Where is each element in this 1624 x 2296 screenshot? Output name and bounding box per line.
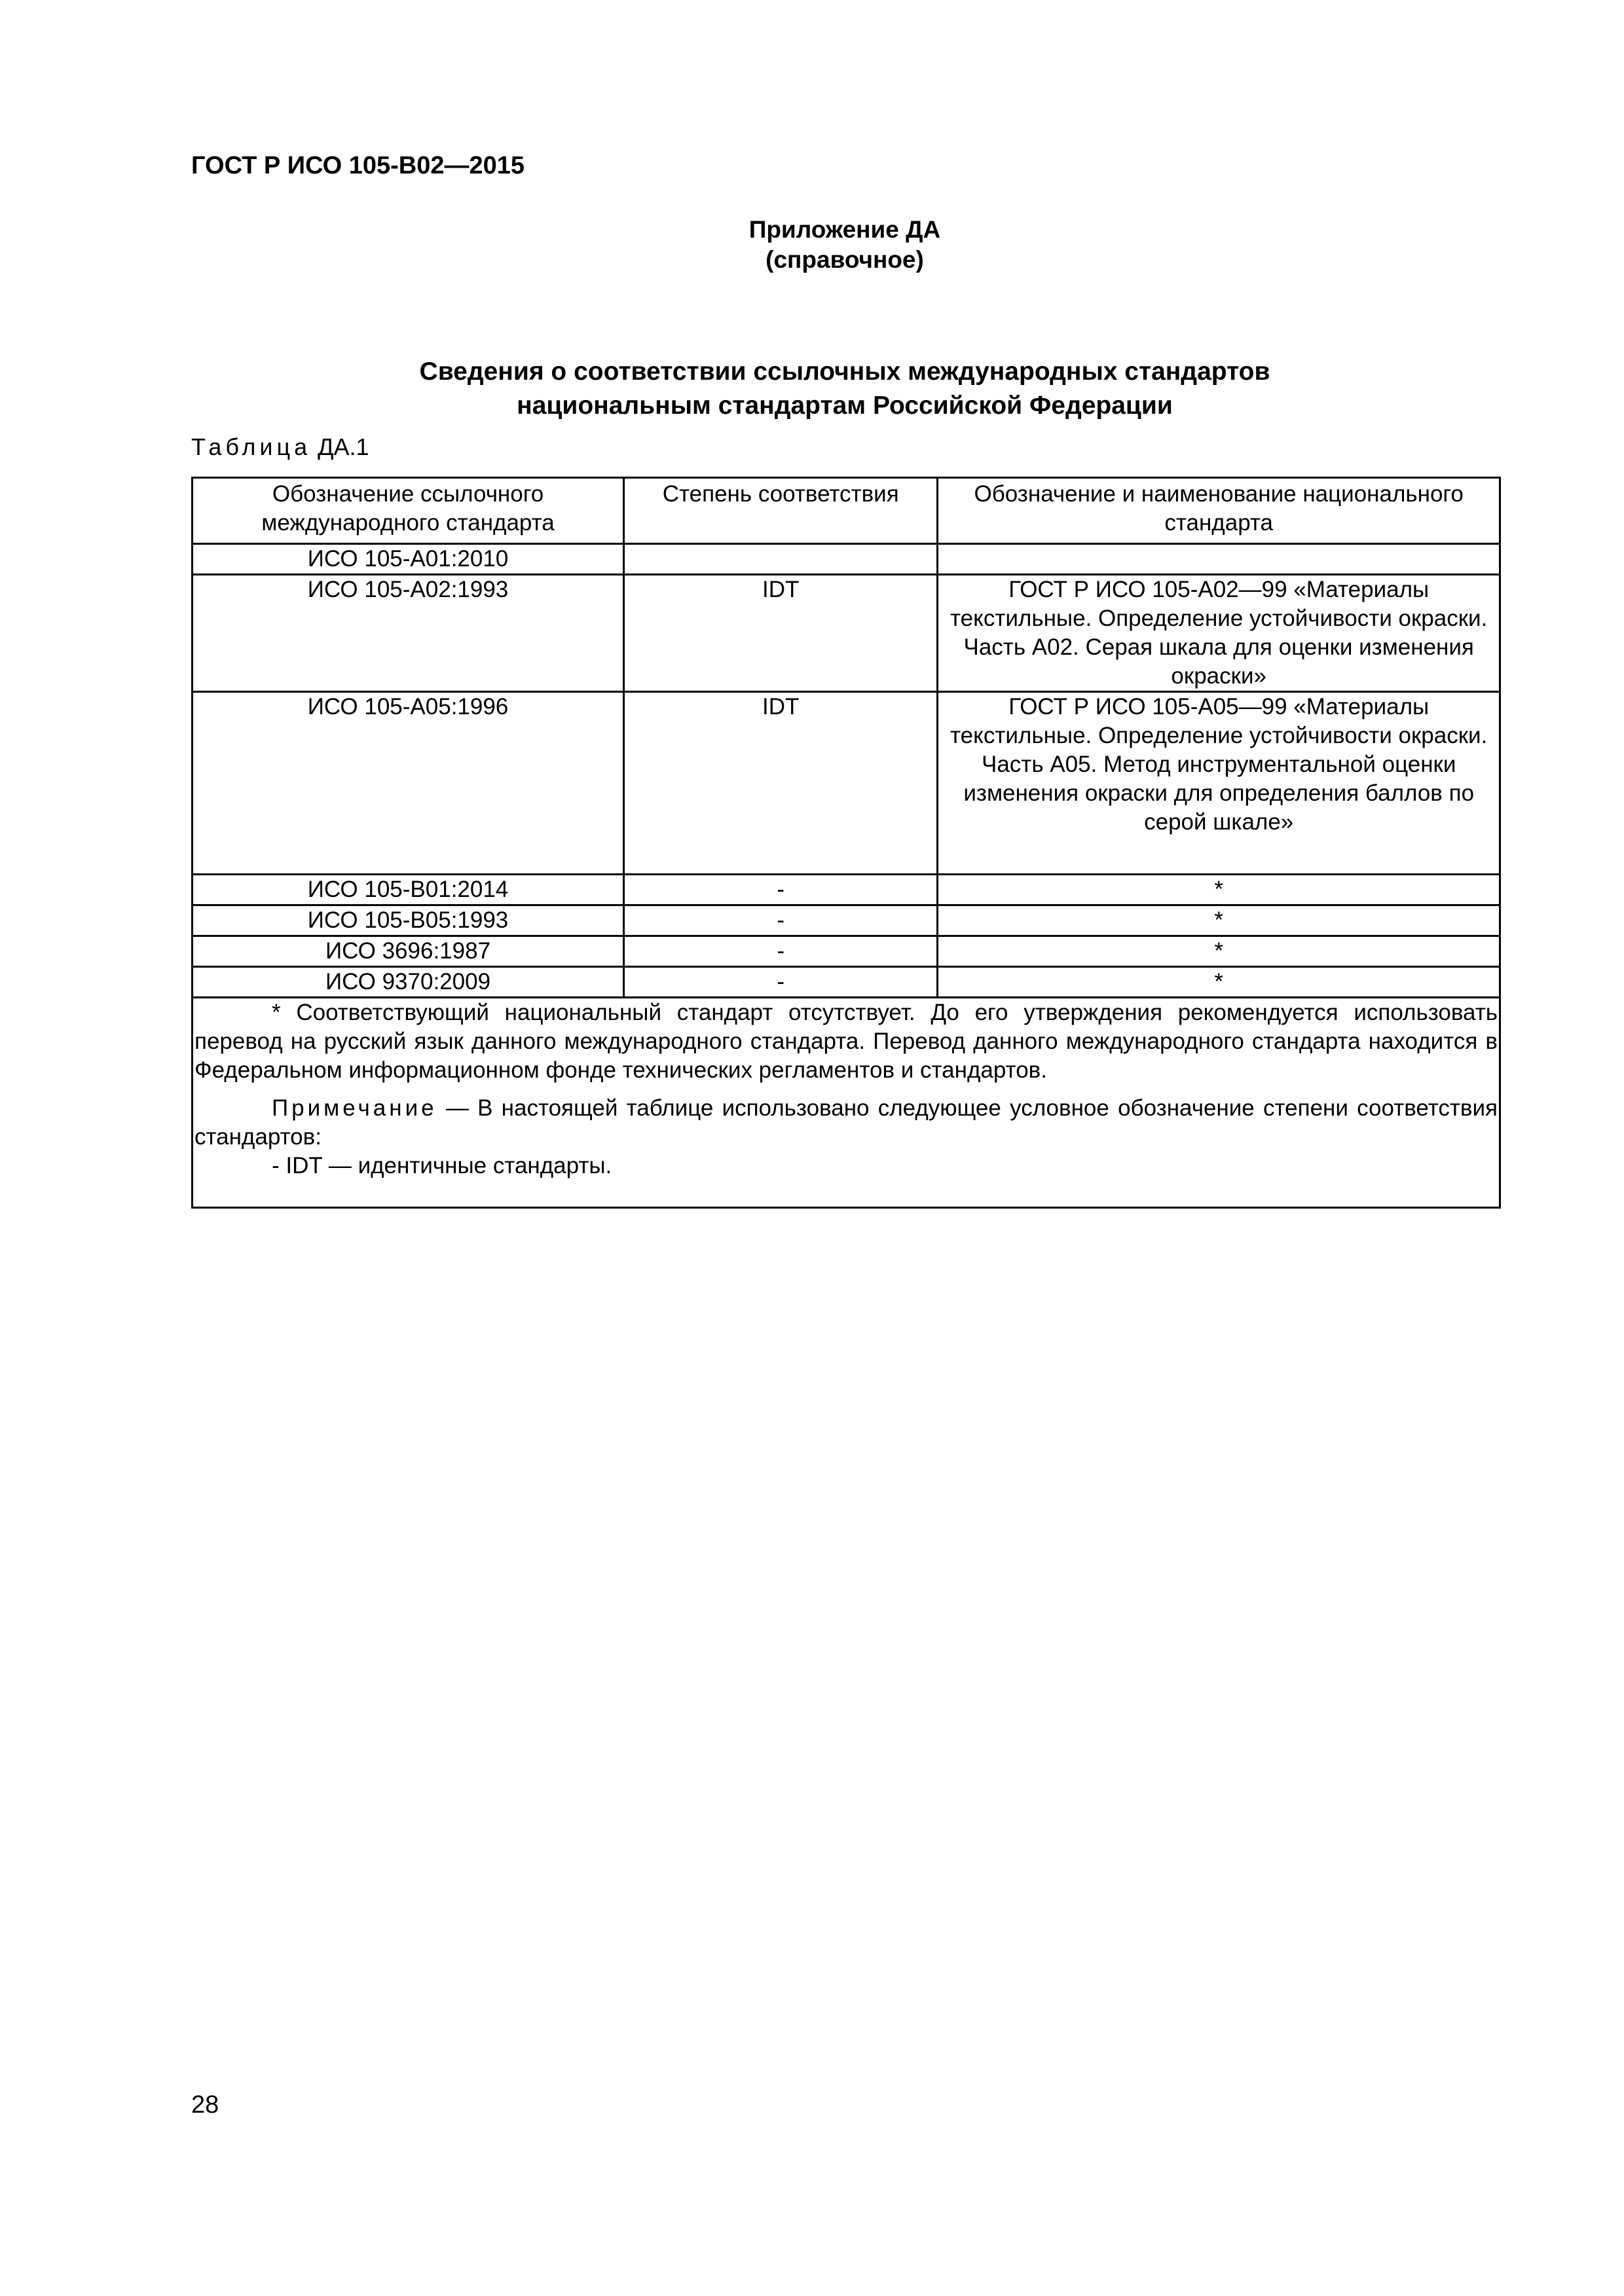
cell-degree: - <box>624 905 938 936</box>
cell-national: ГОСТ Р ИСО 105-А05—99 «Материалы текстильные. Определение устойчивости окраски. Часть А05. Метод инструментальной оценки изменения окраски для определения баллов по серой шкале» <box>938 692 1500 875</box>
correspondence-table <box>191 477 1501 1209</box>
document-code: ГОСТ Р ИСО 105-В02—2015 <box>191 152 525 179</box>
table-row <box>193 936 1500 967</box>
table-footer <box>193 998 1500 1208</box>
table-row <box>193 544 1500 575</box>
cell-degree: - <box>624 936 938 967</box>
note-label: Примечание <box>272 1095 437 1121</box>
table-row <box>193 575 1500 692</box>
cell-national: ГОСТ Р ИСО 105-А02—99 «Материалы текстильные. Определение устойчивости окраски. Часть А02. Серая шкала для оценки изменения окраски» <box>938 575 1500 692</box>
cell-reference: ИСО 105-В01:2014 <box>193 875 624 905</box>
appendix-heading <box>0 215 1624 275</box>
cell-national <box>938 544 1500 575</box>
section-title <box>0 355 1624 423</box>
note <box>194 1094 1498 1152</box>
section-title-line-1: Сведения о соответствии ссылочных международных стандартов <box>419 357 1270 386</box>
page-number: 28 <box>191 2091 219 2119</box>
cell-degree: IDT <box>624 692 938 875</box>
cell-reference: ИСО 9370:2009 <box>193 967 624 998</box>
appendix-type: (справочное) <box>766 246 924 273</box>
cell-reference: ИСО 105-В05:1993 <box>193 905 624 936</box>
table-row <box>193 692 1500 875</box>
header-national-standard: Обозначение и наименование национального стандарта <box>938 478 1500 544</box>
header-degree: Степень соответствия <box>624 478 938 544</box>
cell-degree <box>624 544 938 575</box>
note-item: - IDT — идентичные стандарты. <box>272 1153 612 1178</box>
cell-national: * <box>938 967 1500 998</box>
cell-national: * <box>938 905 1500 936</box>
cell-reference: ИСО 105-А02:1993 <box>193 575 624 692</box>
table-row <box>193 875 1500 905</box>
table-header-row <box>193 478 1500 544</box>
table-caption <box>191 433 369 461</box>
table-row <box>193 967 1500 998</box>
cell-reference: ИСО 105-А01:2010 <box>193 544 624 575</box>
header-reference-standard: Обозначение ссылочного международного стандарта <box>193 478 624 544</box>
note-text: — В настоящей таблице использовано следующее условное обозначение степени соответствия стандартов: <box>194 1095 1498 1150</box>
cell-reference: ИСО 3696:1987 <box>193 936 624 967</box>
appendix-title: Приложение ДА <box>748 216 941 243</box>
cell-degree: - <box>624 875 938 905</box>
table-row <box>193 905 1500 936</box>
cell-national: * <box>938 936 1500 967</box>
table-caption-number: ДА.1 <box>311 433 369 460</box>
section-title-line-2: национальным стандартам Российской Федерации <box>517 392 1173 420</box>
cell-degree: IDT <box>624 575 938 692</box>
cell-degree: - <box>624 967 938 998</box>
footnote: * Соответствующий национальный стандарт отсутствует. До его утверждения рекомендуется использовать перевод на русский язык данного международного стандарта. Перевод данного международного стандарта находится в Федеральном информационном фонде технических регламентов и стандартов. <box>194 1000 1498 1083</box>
table-caption-prefix: Таблица <box>191 433 312 460</box>
cell-reference: ИСО 105-А05:1996 <box>193 692 624 875</box>
cell-national: * <box>938 875 1500 905</box>
table-footer-row <box>193 998 1500 1208</box>
